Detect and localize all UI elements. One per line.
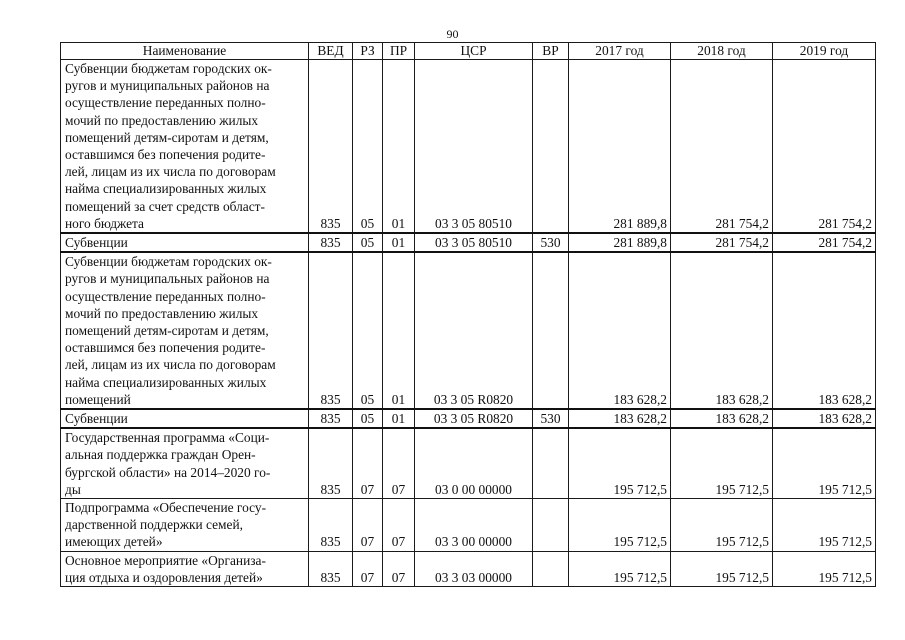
row-2017: 195 712,5	[569, 551, 671, 586]
table-row	[61, 499, 876, 552]
row-name: Государственная программа «Соци- альная поддержка граждан Орен- бургской области» на 2014–2020 го- ды	[61, 428, 309, 498]
row-vr	[533, 551, 569, 586]
row-vr	[533, 499, 569, 552]
row-rz: 07	[353, 428, 383, 498]
row-csr: 03 3 05 80510	[415, 233, 533, 252]
row-pr: 01	[383, 409, 415, 428]
table-row	[61, 428, 876, 498]
row-csr: 03 0 00 00000	[415, 428, 533, 498]
row-pr: 01	[383, 233, 415, 252]
budget-table	[60, 42, 876, 587]
row-ved: 835	[309, 551, 353, 586]
row-2018: 195 712,5	[671, 428, 773, 498]
row-ved: 835	[309, 409, 353, 428]
row-rz: 07	[353, 551, 383, 586]
row-2018: 281 754,2	[671, 60, 773, 234]
row-pr: 01	[383, 252, 415, 409]
row-name: Субвенции бюджетам городских ок- ругов и муниципальных районов на осуществление переданных полно- мочий по предоставлению жилых помещений детям-сиротам и детям, оставшимся без попечения родите- лей, лицам из их числа по договорам найма специализированных жилых помещений	[61, 252, 309, 409]
row-csr: 03 3 03 00000	[415, 551, 533, 586]
header-2018: 2018 год	[671, 43, 773, 60]
header-vr: ВР	[533, 43, 569, 60]
row-vr: 530	[533, 233, 569, 252]
row-csr: 03 3 05 R0820	[415, 252, 533, 409]
row-2018: 183 628,2	[671, 409, 773, 428]
row-ved: 835	[309, 499, 353, 552]
table-row	[61, 60, 876, 234]
header-2017: 2017 год	[569, 43, 671, 60]
table-row	[61, 409, 876, 428]
table-row	[61, 233, 876, 252]
row-2018: 281 754,2	[671, 233, 773, 252]
row-vr	[533, 60, 569, 234]
row-2017: 183 628,2	[569, 409, 671, 428]
row-csr: 03 3 00 00000	[415, 499, 533, 552]
row-csr: 03 3 05 R0820	[415, 409, 533, 428]
row-pr: 07	[383, 499, 415, 552]
row-2019: 183 628,2	[773, 252, 876, 409]
row-2019: 281 754,2	[773, 233, 876, 252]
row-2017: 281 889,8	[569, 233, 671, 252]
row-2017: 281 889,8	[569, 60, 671, 234]
row-name: Субвенции	[61, 409, 309, 428]
row-rz: 05	[353, 233, 383, 252]
header-name: Наименование	[61, 43, 309, 60]
row-name: Основное мероприятие «Организа- ция отдыха и оздоровления детей»	[61, 551, 309, 586]
row-2019: 183 628,2	[773, 409, 876, 428]
row-csr: 03 3 05 80510	[415, 60, 533, 234]
row-2019: 281 754,2	[773, 60, 876, 234]
table-header-row	[61, 43, 876, 60]
row-ved: 835	[309, 428, 353, 498]
page-number: 90	[446, 27, 459, 41]
row-2017: 195 712,5	[569, 499, 671, 552]
table-row	[61, 551, 876, 586]
row-vr: 530	[533, 409, 569, 428]
row-vr	[533, 428, 569, 498]
row-ved: 835	[309, 60, 353, 234]
row-pr: 01	[383, 60, 415, 234]
row-name: Подпрограмма «Обеспечение госу- дарственной поддержки семей, имеющих детей»	[61, 499, 309, 552]
header-rz: РЗ	[353, 43, 383, 60]
row-2018: 183 628,2	[671, 252, 773, 409]
row-pr: 07	[383, 551, 415, 586]
row-rz: 07	[353, 499, 383, 552]
row-name: Субвенции	[61, 233, 309, 252]
row-2018: 195 712,5	[671, 499, 773, 552]
row-2019: 195 712,5	[773, 428, 876, 498]
row-2017: 195 712,5	[569, 428, 671, 498]
header-ved: ВЕД	[309, 43, 353, 60]
row-rz: 05	[353, 60, 383, 234]
row-rz: 05	[353, 409, 383, 428]
row-name: Субвенции бюджетам городских ок- ругов и муниципальных районов на осуществление переданных полно- мочий по предоставлению жилых помещений детям-сиротам и детям, оставшимся без попечения родите- лей, лицам из их числа по договорам найма специализированных жилых помещений за счет средств област- ного бюджета	[61, 60, 309, 234]
row-ved: 835	[309, 252, 353, 409]
header-2019: 2019 год	[773, 43, 876, 60]
row-2019: 195 712,5	[773, 499, 876, 552]
row-2018: 195 712,5	[671, 551, 773, 586]
row-rz: 05	[353, 252, 383, 409]
header-pr: ПР	[383, 43, 415, 60]
row-pr: 07	[383, 428, 415, 498]
header-csr: ЦСР	[415, 43, 533, 60]
row-2019: 195 712,5	[773, 551, 876, 586]
row-ved: 835	[309, 233, 353, 252]
row-2017: 183 628,2	[569, 252, 671, 409]
row-vr	[533, 252, 569, 409]
table-row	[61, 252, 876, 409]
